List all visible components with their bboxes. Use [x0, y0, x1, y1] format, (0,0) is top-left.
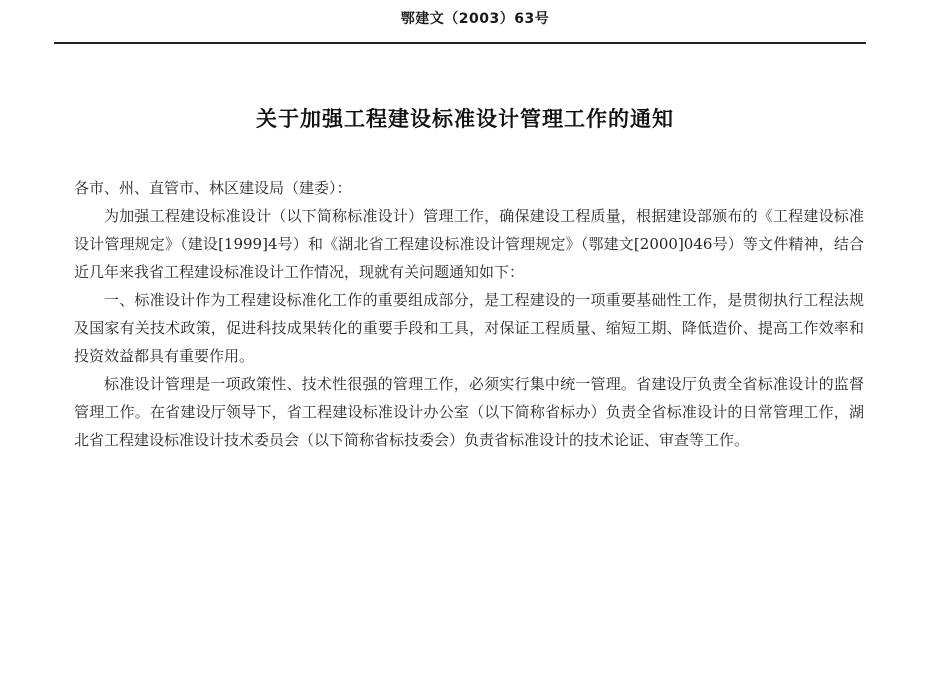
paragraph-management: 标准设计管理是一项政策性、技术性很强的管理工作，必须实行集中统一管理。省建设厅负责全省标准设计的监督管理工作。在省建设厅领导下，省工程建设标准设计办公室（以下简称省标办）负责全省标准设计的日常管理工作，湖北省工程建设标准设计技术委员会（以下简称省标技委会）负责省标准设计的技术论证、审查等工作。	[74, 375, 864, 449]
paragraph-intro: 为加强工程建设标准设计（以下简称标准设计）管理工作，确保建设工程质量，根据建设部颁布的《工程建设标准设计管理规定》（建设[1999]4号）和《湖北省工程建设标准设计管理规定》（鄂建文[2000]046号）等文件精神，结合近几年来我省工程建设标准设计工作情况，现就有关问题通知如下：	[74, 207, 864, 281]
document-body	[74, 174, 864, 454]
salutation: 各市、州、直管市、林区建设局（建委）：	[74, 179, 352, 197]
paragraph-section-one: 一、标准设计作为工程建设标准化工作的重要组成部分，是工程建设的一项重要基础性工作，是贯彻执行工程法规及国家有关技术政策，促进科技成果转化的重要手段和工具，对保证工程质量、缩短工期、降低造价、提高工作效率和投资效益都具有重要作用。	[74, 291, 864, 365]
document-title: 关于加强工程建设标准设计管理工作的通知	[256, 107, 674, 131]
header-divider	[54, 42, 866, 44]
document-number: 鄂建文（2003）63号	[400, 11, 550, 27]
